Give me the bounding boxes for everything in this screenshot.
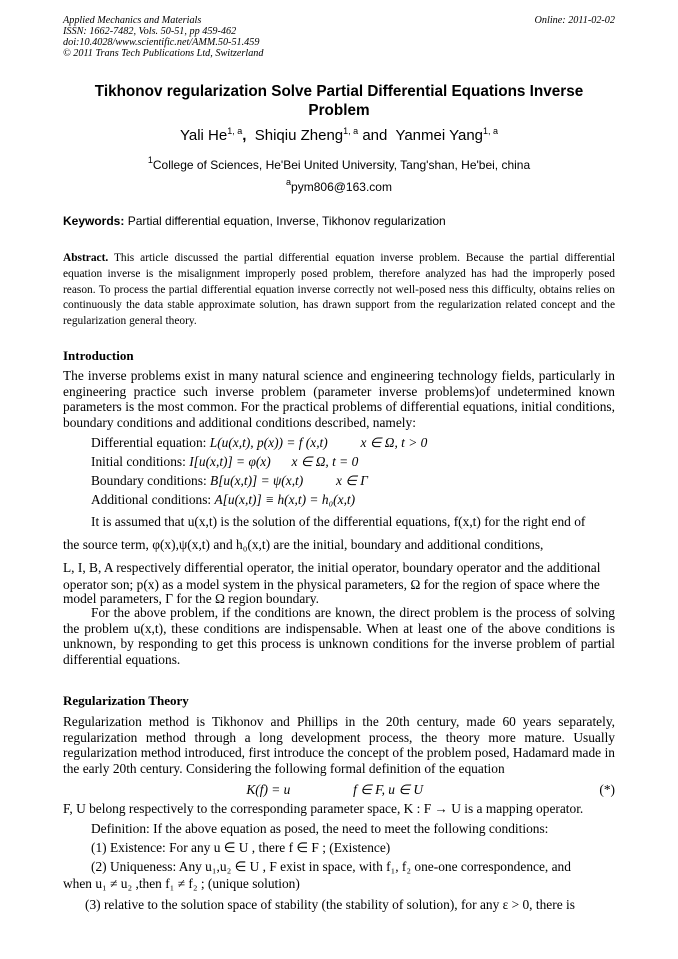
condition-equation: A[u(x,t)] ≡ h(x,t) = h₀(x,t) — [214, 492, 356, 507]
condition-domain: x ∈ Ω, t > 0 — [360, 435, 428, 450]
paper-title — [63, 82, 615, 120]
equation-row — [63, 781, 615, 798]
text-line: L, I, B, A respectively differential operator, the initial operator, boundary operator and the additional — [63, 560, 601, 575]
equation-domain: f ∈ F, u ∈ U — [353, 782, 424, 797]
journal-header — [63, 15, 615, 59]
definition-item — [63, 875, 615, 892]
author-name: Yanmei Yang — [395, 127, 484, 144]
author-list — [63, 127, 615, 145]
intro-paragraph-2-line — [63, 536, 615, 553]
introduction-paragraph-3: For the above problem, if the conditions are known, the direct problem is the process of solving the problem u(x,t), these conditions are indispensable. When at least one of the above conditions is unknown, by responding to get this process is unknown conditions for the inverse problem of partial differential equations. — [63, 605, 615, 667]
definition-item-text: (2) Uniqueness: Any u₁,u₂ ∈ U , F exist in space, with f₁, f₂ one-one correspondence, and — [91, 859, 571, 874]
author-sep: , — [242, 127, 247, 144]
text-line: operator son; p(x) as a model system in the physical parameters, Ω for the region of space where the — [63, 577, 600, 592]
author-sup: 1, a — [483, 126, 499, 136]
email-sup: a — [286, 177, 292, 187]
affiliation-sup: 1 — [147, 155, 153, 165]
keywords-label: Keywords: — [63, 214, 125, 228]
condition-row — [63, 453, 615, 470]
condition-label: Differential equation: — [91, 435, 207, 450]
regularization-paragraph-1: Regularization method is Tikhonov and Phillips in the 20th century, made 60 years separately, regularization method through a long development process, the theory more mature. Usually regularization method introduced, first introduce the concept of the problem posed, Hadamard made in the early 20th century. Considering the following formal definition of the equation — [63, 714, 615, 776]
author-name: Shiqiu Zheng — [254, 127, 344, 144]
condition-domain: x ∈ Γ — [335, 473, 368, 488]
text-line: the source term, φ(x),ψ(x,t) and h₀(x,t) are the initial, boundary and additional conditions, — [63, 537, 544, 552]
definition-item-text: (3) relative to the solution space of stability (the stability of solution), for any ε > 0, there is — [85, 897, 575, 912]
condition-label: Boundary conditions: — [91, 473, 207, 488]
definition-text: Definition: If the above equation as posed, the need to meet the following conditions: — [91, 821, 549, 836]
equation-tag: (*) — [599, 782, 615, 797]
regularization-paragraph-2: F, U belong respectively to the corresponding parameter space, K : F → U is a mapping operator. — [63, 801, 584, 816]
email-text: pym806@163.com — [291, 180, 392, 194]
keywords — [63, 214, 615, 228]
definition-item-text: (1) Existence: For any u ∈ U , there f ∈ F ; (Existence) — [91, 840, 391, 855]
condition-equation: B[u(x,t)] = ψ(x,t) — [210, 473, 304, 488]
introduction-paragraph-1: The inverse problems exist in many natural science and engineering technology fields, particularly in engineering practice such inverse problem (parameter inverse problems)of undetermined known parameters is the most common. For the practical problems of differential equations, initial conditions, boundary conditions and additional conditions described, namely: — [63, 368, 615, 430]
definition-item-text: when u₁ ≠ u₂ ,then f₁ ≠ f₂ ; (unique solution) — [63, 876, 300, 891]
journal-name: Applied Mechanics and Materials — [63, 15, 202, 26]
author-sep: and — [362, 127, 388, 144]
condition-equation: I[u(x,t)] = φ(x) — [189, 454, 271, 469]
definition-item — [63, 896, 615, 913]
regularization-heading: Regularization Theory — [63, 693, 189, 708]
condition-row — [63, 472, 615, 489]
intro-paragraph-2-line — [63, 559, 615, 576]
definition-item — [63, 858, 615, 875]
affiliation-text: College of Sciences, He'Bei United University, Tang'shan, He'bei, china — [152, 158, 531, 172]
keywords-text: Partial differential equation, Inverse, Tikhonov regularization — [127, 214, 446, 228]
issn-line: ISSN: 1662-7482, Vols. 50-51, pp 459-462 — [63, 26, 237, 37]
intro-paragraph-2-line — [63, 513, 615, 530]
author-sup: 1, a — [227, 126, 243, 136]
definition-item — [63, 839, 615, 856]
copyright-line: © 2011 Trans Tech Publications Ltd, Switzerland — [63, 48, 264, 59]
abstract-label: Abstract. — [63, 252, 109, 264]
condition-label: Initial conditions: — [91, 454, 186, 469]
title-line-1: Tikhonov regularization Solve Partial Differential Equations Inverse — [94, 83, 584, 100]
condition-row — [63, 434, 615, 451]
abstract-text: This article discussed the partial differential equation inverse problem. Because the partial differential equation inverse is the misalignment improperly posed problem, therefore analyzed has had the improperly posed reason. To process the partial differential equation inverse correctly not well-posed ness this difficulty, obtains relies on continuously the data stable approximate solution, has drawn support from the regularization related concept and the regularization general theory. — [63, 252, 615, 328]
condition-equation: L(u(x,t), p(x)) = f (x,t) — [209, 435, 328, 450]
abstract — [63, 251, 615, 330]
email — [63, 177, 615, 194]
equation: K(f) = u — [246, 782, 291, 797]
condition-row — [63, 491, 615, 508]
condition-label: Additional conditions: — [91, 492, 212, 507]
online-date: Online: 2011-02-02 — [534, 15, 615, 26]
doi-line: doi:10.4028/www.scientific.net/AMM.50-51.459 — [63, 37, 260, 48]
title-line-2: Problem — [308, 102, 370, 119]
condition-domain: x ∈ Ω, t = 0 — [291, 454, 359, 469]
definition-line — [63, 820, 615, 837]
author-name: Yali He — [179, 127, 228, 144]
affiliation — [63, 155, 615, 172]
introduction-heading: Introduction — [63, 348, 134, 363]
author-sup: 1, a — [343, 126, 359, 136]
text-line: It is assumed that u(x,t) is the solution of the differential equations, f(x,t) for the right end of — [91, 514, 586, 529]
text-line: model parameters, Γ for the Ω region boundary. — [63, 591, 319, 606]
